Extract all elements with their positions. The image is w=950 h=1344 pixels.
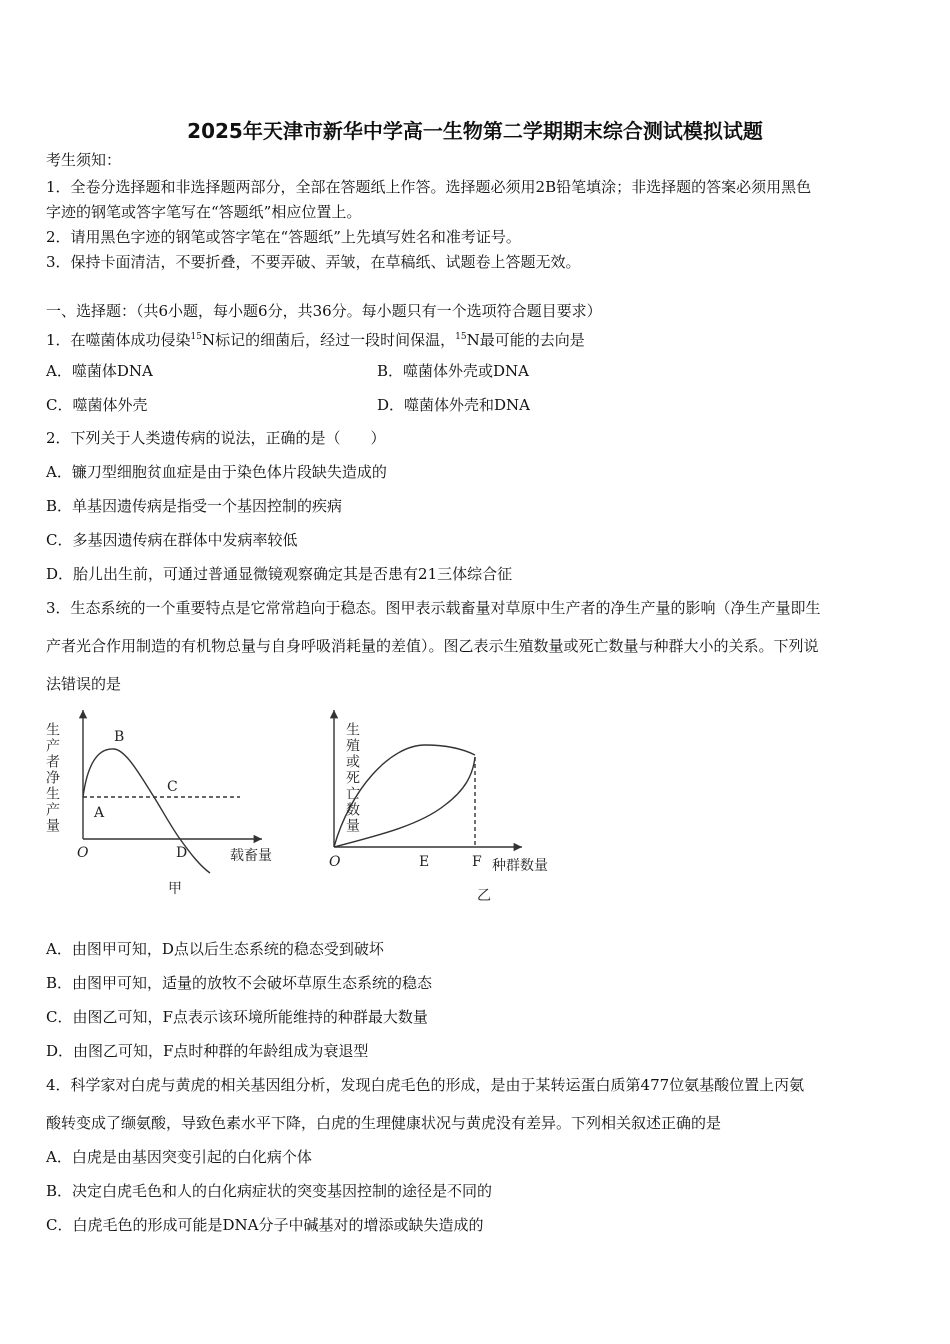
figure-yi-labels	[329, 721, 548, 904]
q1-text: N最可能的去向是	[466, 331, 585, 349]
figure-jia-labels	[44, 721, 272, 897]
option-a: A．噬菌体DNA	[46, 362, 153, 380]
question-3-stem: 3．生态系统的一个重要特点是它常常趋向于稳态。图甲表示载畜量对草原中生产者的净生产量的影响（净生产量即生	[46, 599, 821, 617]
option-c: C．多基因遗传病在群体中发病率较低	[46, 531, 298, 549]
q1-text: N标记的细菌后，经过一段时间保温，	[202, 331, 456, 349]
notice-line: 2．请用黑色字迹的钢笔或答字笔在“答题纸”上先填写姓名和准考证号。	[46, 228, 521, 246]
notice-heading: 考生须知：	[46, 151, 122, 169]
option-b: B．由图甲可知，适量的放牧不会破坏草原生态系统的稳态	[46, 974, 433, 992]
option-b: B．单基因遗传病是指受一个基因控制的疾病	[46, 497, 343, 515]
notice-line: 字迹的钢笔或答字笔写在“答题纸”相应位置上。	[46, 203, 362, 221]
option-c: C．噬菌体外壳	[46, 396, 148, 414]
option-b: B．决定白虎毛色和人的白化病症状的突变基因控制的途径是不同的	[46, 1182, 493, 1200]
origin: O	[77, 845, 89, 861]
option-a: A．由图甲可知，D点以后生态系统的稳态受到破坏	[46, 940, 384, 958]
y-axis-label: 生产者净生产量	[44, 722, 60, 834]
q1-text: 1．在噬菌体成功侵染	[46, 331, 191, 349]
point-d: D	[176, 845, 188, 861]
caption: 甲	[168, 881, 182, 897]
question-3-stem: 法错误的是	[46, 675, 122, 693]
point-b: B	[114, 729, 125, 745]
option-d: D．由图乙可知，F点时种群的年龄组成为衰退型	[46, 1042, 369, 1060]
figure-yi	[334, 710, 522, 847]
question-4-stem: 4．科学家对白虎与黄虎的相关基因组分析，发现白虎毛色的形成，是由于某转运蛋白质第477位氨基酸位置上丙氨	[46, 1076, 805, 1094]
notice-line: 3．保持卡面清洁，不要折叠，不要弄破、弄皱，在草稿纸、试题卷上答题无效。	[46, 253, 581, 271]
question-3-stem: 产者光合作用制造的有机物总量与自身呼吸消耗量的差值）。图乙表示生殖数量或死亡数量与种群大小的关系。下列说	[46, 637, 819, 655]
option-d: D．噬菌体外壳和DNA	[377, 396, 531, 414]
question-4-stem: 酸转变成了缬氨酸，导致色素水平下降，白虎的生理健康状况与黄虎没有差异。下列相关叙述正确的是	[46, 1114, 722, 1132]
option-a: A．白虎是由基因突变引起的白化病个体	[46, 1148, 312, 1166]
x-axis-label: 种群数量	[492, 858, 548, 874]
option-c: C．由图乙可知，F点表示该环境所能维持的种群最大数量	[46, 1008, 428, 1026]
option-d: D．胎儿出生前，可通过普通显微镜观察确定其是否患有21三体综合征	[46, 565, 513, 583]
origin: O	[329, 854, 341, 870]
option-b: B．噬菌体外壳或DNA	[377, 362, 530, 380]
x-axis-label: 载畜量	[230, 848, 272, 864]
option-a: A．镰刀型细胞贫血症是由于染色体片段缺失造成的	[46, 463, 387, 481]
y-axis-label: 生殖或死亡数量	[344, 722, 360, 834]
point-f: F	[472, 854, 482, 870]
notice-line: 1．全卷分选择题和非选择题两部分，全部在答题纸上作答。选择题必须用2B铅笔填涂；非选择题的答案必须用黑色	[46, 178, 812, 196]
point-e: E	[419, 854, 430, 870]
option-c: C．白虎毛色的形成可能是DNA分子中碱基对的增添或缺失造成的	[46, 1216, 484, 1234]
point-c: C	[167, 779, 178, 795]
superscript: 15	[455, 332, 467, 342]
point-a: A	[94, 805, 105, 821]
question-2-stem: 2．下列关于人类遗传病的说法，正确的是（ ）	[46, 429, 386, 447]
superscript: 15	[190, 332, 202, 342]
section-heading: 一、选择题：（共6小题，每小题6分，共36分。每小题只有一个选项符合题目要求）	[46, 302, 602, 320]
caption: 乙	[477, 888, 491, 904]
page-title: 2025年天津市新华中学高一生物第二学期期末综合测试模拟试题	[187, 119, 763, 143]
